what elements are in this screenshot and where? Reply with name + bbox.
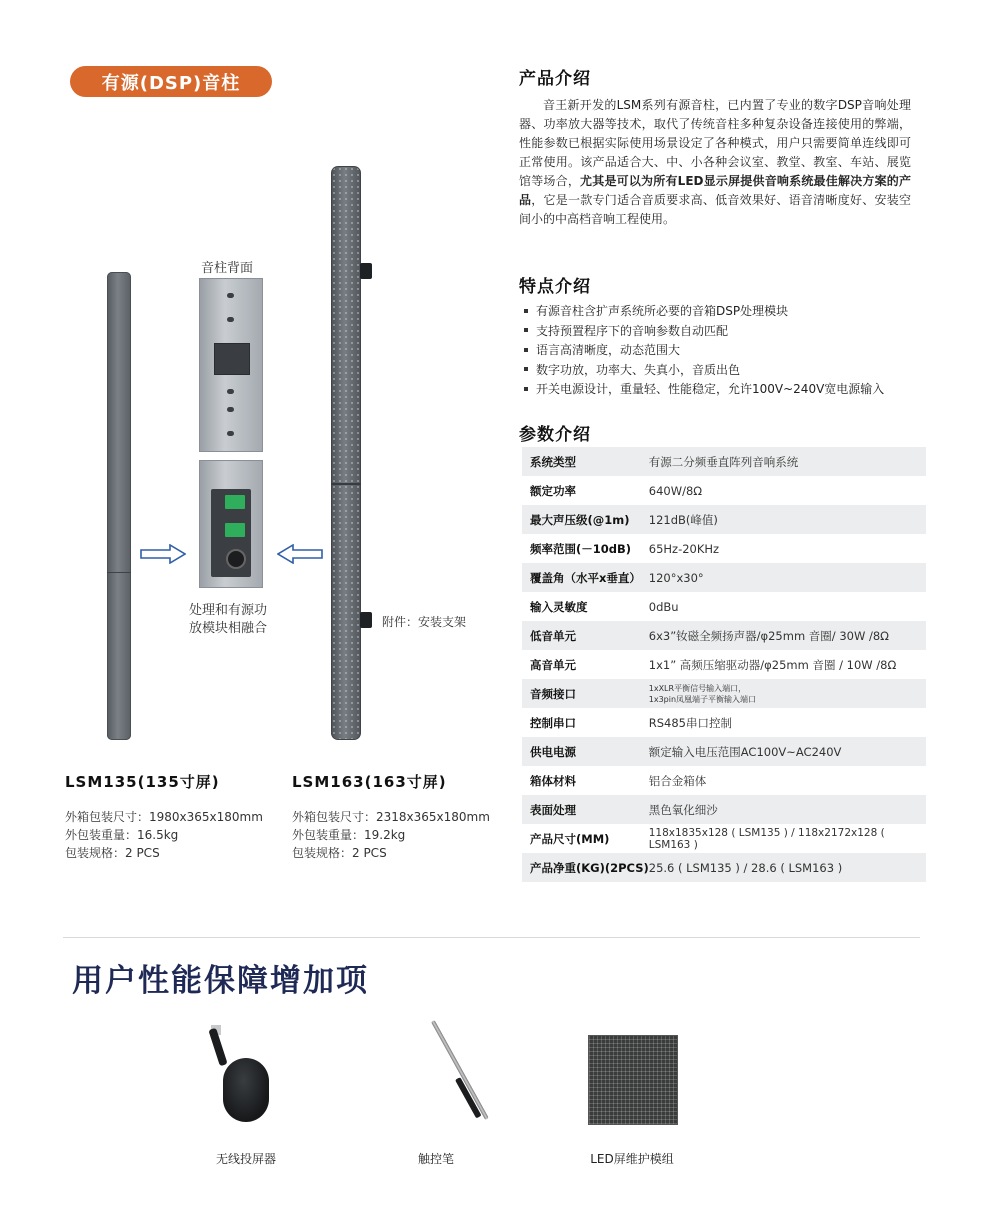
param-key: 输入灵敏度 [522,592,649,621]
mount-bracket-top [360,263,372,279]
arrow-right-icon [140,544,186,564]
table-row [522,476,926,505]
param-value: 121dB(峰值) [649,505,926,534]
section-pill-title: 有源(DSP)音柱 [70,66,272,97]
param-key: 系统类型 [522,447,649,476]
params-title: 参数介绍 [519,425,591,445]
model-specs-lsm135 [65,808,263,862]
param-value: 6x3”钕磁全频扬声器/φ25mm 音圈/ 30W /8Ω [649,621,926,650]
param-key: 频率范围(－10dB) [522,534,649,563]
param-value: 640W/8Ω [649,476,926,505]
feature-text: 有源音柱含扩声系统所必要的音箱DSP处理模块 [536,304,789,318]
params-table [522,447,926,882]
table-row [522,592,926,621]
speaker-column-lsm135 [107,272,131,740]
param-value: 120°x30° [649,563,926,592]
feature-text: 语言高清晰度，动态范围大 [536,343,681,357]
model-name-lsm163: LSM163(163寸屏) [292,773,447,791]
table-row [522,766,926,795]
table-row [522,708,926,737]
intro-text-bold: 尤其是可以为所有LED显示屏提供音响系统最佳解决方案的产品 [519,174,911,207]
speaker-column-lsm163 [331,166,361,740]
param-key: 控制串口 [522,708,649,737]
mount-bracket-bottom [360,612,372,628]
param-value [649,679,926,708]
feature-item [519,302,929,322]
addon-label-stylus: 触控笔 [417,1152,454,1166]
intro-text-a: 音王新开发的LSM系列有源音柱，已内置了专业的数字DSP音响处理器、功率放大器等技术，取代了传统音柱多种复杂设备连接使用的弊端，性能参数已根据实际使用场景设定了各种模式，用户只需要简单连线即可正常使用。该产品适合大、中、小各种会议室、教堂、教室、车站、展览馆等场合， [519,98,911,188]
gross-weight: 外包装重量：16.5kg [65,828,179,842]
accessory-label: 附件：安装支架 [382,615,467,629]
packing: 包装规格：2 PCS [65,846,160,860]
feature-text: 数字功放，功率大、失真小，音质出色 [536,362,741,377]
feature-item [519,380,929,400]
feature-text: 开关电源设计，重量轻、性能稳定，允许100V~240V宽电源输入 [536,382,885,396]
param-value-line2: 1x3pin凤凰端子平衡输入端口 [648,694,757,704]
param-value: 1x1” 高频压缩驱动器/φ25mm 音圈 / 10W /8Ω [649,650,926,679]
bullet-icon [524,367,528,371]
param-key: 额定功率 [522,476,649,505]
module-caption [189,602,267,638]
param-key: 箱体材料 [522,766,649,795]
param-value: 有源二分频垂直阵列音响系统 [649,447,926,476]
intro-text-b: ，它是一款专门适合音质要求高、低音效果好、语音清晰度好、安装空间小的中高档音响工程使用。 [519,193,911,226]
table-row [522,505,926,534]
intro-paragraph [519,96,911,229]
bullet-icon [524,387,528,391]
param-value: 铝合金箱体 [649,766,926,795]
table-row [522,853,926,882]
packing: 包装规格：2 PCS [292,846,387,860]
addon-label-dongle: 无线投屏器 [215,1152,276,1166]
param-key: 表面处理 [522,795,649,824]
table-row [522,447,926,476]
table-row [522,679,926,708]
back-view-label: 音柱背面 [201,261,254,276]
section-divider [63,937,920,938]
param-value: 65Hz-20KHz [649,534,926,563]
param-key: 覆盖角（水平x垂直） [522,563,649,592]
param-value-line1: 1xXLR平衡信号输入端口， [648,683,747,693]
back-view-image [199,278,263,452]
bullet-icon [524,348,528,352]
bullet-icon [524,328,528,332]
model-name-lsm135: LSM135(135寸屏) [65,773,220,791]
feature-item [519,322,929,342]
wireless-dongle-image [223,1058,269,1122]
module-caption-line2: 放模块相融合 [189,621,268,636]
addon-label-led-module: LED屏维护模组 [590,1152,674,1166]
table-row [522,650,926,679]
stylus-image [431,1020,489,1120]
param-value: 0dBu [649,592,926,621]
param-value: RS485串口控制 [649,708,926,737]
param-value: 25.6 ( LSM135 ) / 28.6 ( LSM163 ) [649,853,926,882]
param-value: 黑色氧化细沙 [649,795,926,824]
param-value: 118x1835x128 ( LSM135 ) / 118x2172x128 ( LSM163 ) [649,824,926,853]
param-key: 产品尺寸(MM) [522,824,649,853]
table-row [522,621,926,650]
table-row [522,563,926,592]
param-key: 高音单元 [522,650,649,679]
module-caption-line1: 处理和有源功 [189,603,268,618]
bullet-icon [524,309,528,313]
param-key: 最大声压级(@1m) [522,505,649,534]
feature-text: 支持预置程序下的音响参数自动匹配 [536,323,729,338]
feature-item [519,361,929,381]
table-row [522,824,926,853]
module-view-image [199,460,263,588]
table-row [522,737,926,766]
box-size: 外箱包装尺寸：2318x365x180mm [292,810,490,824]
led-module-image [588,1035,678,1125]
param-key: 低音单元 [522,621,649,650]
addons-title: 用户性能保障增加项 [72,963,369,999]
gross-weight: 外包装重量：19.2kg [292,828,406,842]
param-key: 音频接口 [522,679,649,708]
feature-item [519,341,929,361]
param-key: 供电电源 [522,737,649,766]
model-specs-lsm163 [292,808,490,862]
box-size: 外箱包装尺寸：1980x365x180mm [65,810,263,824]
usb-cable-icon [208,1028,227,1067]
arrow-left-icon [277,544,323,564]
param-value: 额定输入电压范围AC100V~AC240V [649,737,926,766]
features-title: 特点介绍 [519,277,591,297]
table-row [522,534,926,563]
intro-title: 产品介绍 [519,69,591,89]
param-key: 产品净重(KG)(2PCS) [522,853,649,882]
features-list [519,302,929,400]
table-row [522,795,926,824]
